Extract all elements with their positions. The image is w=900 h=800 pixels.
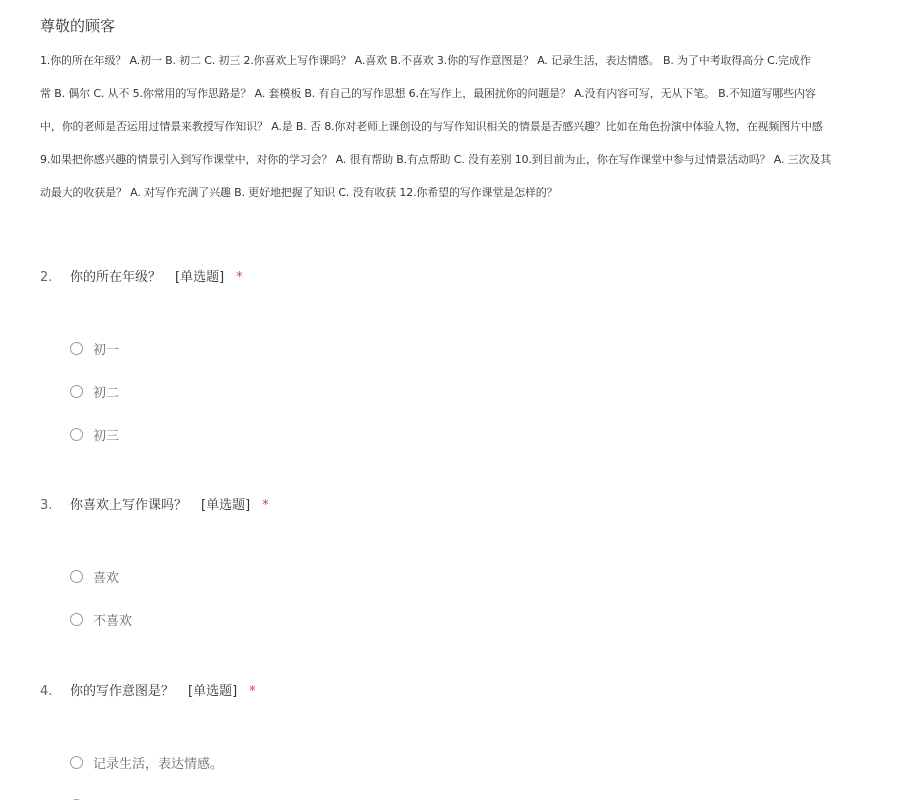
question-writing-intent: [40, 683, 860, 800]
option-list: [70, 567, 860, 628]
option-list: [70, 339, 860, 443]
greeting-heading: 尊敬的顾客: [40, 17, 116, 35]
question-title-row: [40, 683, 860, 701]
question-like-writing: [40, 497, 860, 653]
option-grade-3[interactable]: [70, 425, 860, 443]
question-grade: [40, 269, 860, 468]
option-label[interactable]: 记录生活，表达情感。: [93, 756, 224, 772]
radio-button[interactable]: [70, 342, 83, 355]
intro-line: 常 B. 偶尔 C. 从不 5.你常用的写作思路是？ A. 套模板 B. 有自己的写作思想 6.在写作上，最困扰你的问题是？ A.没有内容可写，无从下笔。 B.不知道写哪些内容: [40, 88, 816, 99]
radio-button[interactable]: [70, 756, 83, 769]
intro-line: 动最大的收获是？ A. 对写作充满了兴趣 B. 更好地把握了知识 C. 没有收获 12.你希望的写作课堂是怎样的？: [40, 187, 558, 198]
option-partially-visible[interactable]: [70, 796, 860, 800]
option-label[interactable]: 喜欢: [93, 570, 120, 586]
option-label[interactable]: 初一: [93, 342, 120, 358]
radio-button[interactable]: [70, 613, 83, 626]
intro-line: 9.如果把你感兴趣的情景引入到写作课堂中，对你的学习会？ A. 很有帮助 B.有点帮助 C. 没有差别 10.到目前为止，你在写作课堂中参与过情景活动吗？ A. 三次及其: [40, 154, 832, 165]
option-label[interactable]: 初三: [93, 428, 120, 444]
question-title-row: [40, 269, 860, 287]
question-title: 你的写作意图是？: [70, 684, 175, 699]
question-type-label: [单选题]: [175, 270, 225, 285]
option-grade-2[interactable]: [70, 382, 860, 400]
question-number: 2.: [40, 270, 53, 285]
option-grade-1[interactable]: [70, 339, 860, 357]
radio-button[interactable]: [70, 570, 83, 583]
option-record-life[interactable]: [70, 753, 860, 771]
radio-button[interactable]: [70, 385, 83, 398]
question-number: 4.: [40, 684, 53, 699]
option-list: [70, 753, 860, 800]
intro-line: 中，你的老师是否运用过情景来教授写作知识？ A.是 B. 否 8.你对老师上课创设的与写作知识相关的情景是否感兴趣？比如在角色扮演中体验人物，在视频图片中感: [40, 121, 823, 132]
intro-line: 1.你的所在年级？ A.初一 B. 初二 C. 初三 2.你喜欢上写作课吗？ A.喜欢 B.不喜欢 3.你的写作意图是？ A. 记录生活，表达情感。 B. 为了中考取得高分 C.完成作: [40, 55, 811, 66]
option-dislike[interactable]: [70, 610, 860, 628]
option-label[interactable]: 初二: [93, 385, 120, 401]
question-title: 你喜欢上写作课吗？: [70, 498, 188, 513]
required-marker: *: [236, 270, 243, 285]
option-like[interactable]: [70, 567, 860, 585]
required-marker: *: [262, 498, 269, 513]
option-label[interactable]: 不喜欢: [93, 613, 133, 629]
question-number: 3.: [40, 498, 53, 513]
question-title-row: [40, 497, 860, 515]
radio-button[interactable]: [70, 428, 83, 441]
question-title: 你的所在年级？: [70, 270, 162, 285]
question-type-label: [单选题]: [201, 498, 251, 513]
required-marker: *: [249, 684, 256, 699]
survey-intro-text: [40, 55, 900, 220]
question-type-label: [单选题]: [188, 684, 238, 699]
